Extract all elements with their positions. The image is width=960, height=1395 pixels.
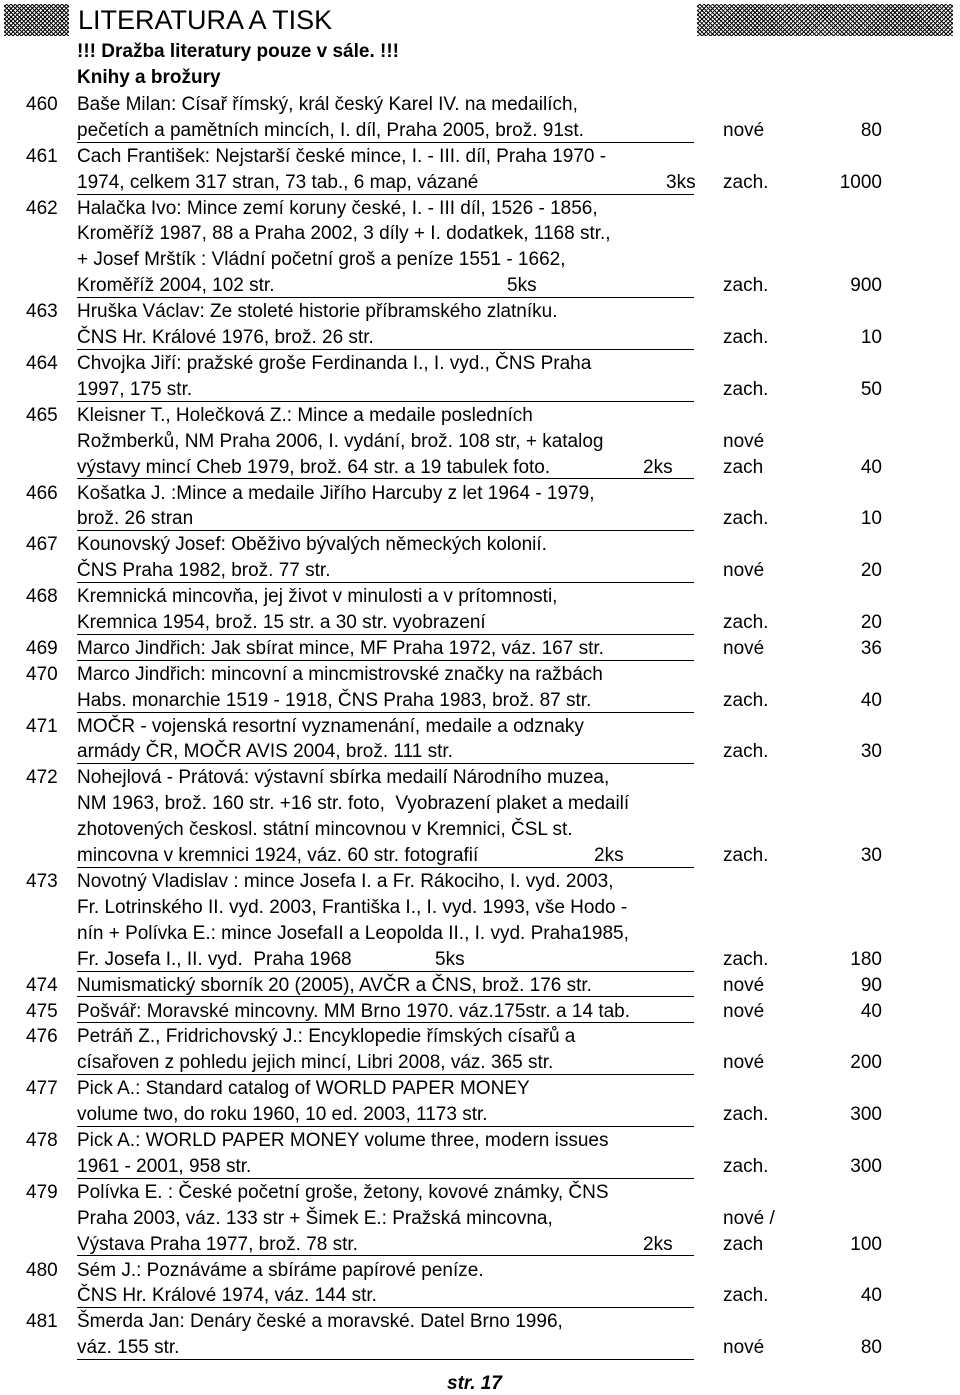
lot-underline: [77, 349, 694, 350]
lot-description-line: Marco Jindřich: mincovní a mincmistrovské značky na ražbách: [77, 663, 603, 685]
lot-description-line: císařoven z pohledu jejich mincí, Libri 2008, váz. 365 str.: [77, 1052, 554, 1074]
lot-condition: nové: [723, 1000, 765, 1022]
lot-condition: nové: [723, 974, 765, 996]
lot-underline: [77, 1255, 694, 1256]
lot-underline: [77, 1178, 694, 1179]
lot-starting-price: 20: [860, 560, 882, 582]
lot-number: 474: [26, 974, 58, 996]
lot-description-line: Kremnica 1954, brož. 15 str. a 30 str. vyobrazení: [77, 611, 486, 633]
lot-description-line: Habs. monarchie 1519 - 1918, ČNS Praha 1983, brož. 87 str.: [77, 689, 592, 711]
lot-number: 475: [26, 1000, 58, 1022]
lot-number: 465: [26, 404, 58, 426]
lot-starting-price: 90: [860, 974, 882, 996]
lot-entry: [0, 869, 960, 973]
lot-number: 460: [26, 94, 58, 115]
lot-description-line: Pick A.: WORLD PAPER MONEY volume three, modern issues: [77, 1130, 609, 1151]
lot-condition: nové: [723, 430, 765, 452]
lot-entry: [0, 999, 960, 1025]
lot-description-line: 1961 - 2001, 958 str.: [77, 1155, 252, 1177]
lot-starting-price: 50: [860, 378, 882, 400]
lot-number: 471: [26, 715, 58, 737]
lot-starting-price: 36: [860, 637, 882, 659]
lot-description-line: Pošvář: Moravské mincovny. MM Brno 1970. váz.175str. a 14 tab.: [77, 1000, 631, 1022]
lot-entry: [0, 584, 960, 636]
lot-starting-price: 10: [860, 508, 882, 530]
lot-underline: [77, 297, 694, 298]
lot-number: 481: [26, 1311, 58, 1333]
lot-description-line: Praha 2003, váz. 133 str + Šimek E.: Pražská mincovna,: [77, 1207, 553, 1229]
lot-number: 461: [26, 145, 58, 167]
lot-condition: nové /: [723, 1207, 775, 1229]
lot-condition: zach.: [723, 845, 769, 867]
lot-underline: [77, 971, 694, 972]
lot-description-line: Numismatický sborník 20 (2005), AVČR a ČNS, brož. 176 str.: [77, 974, 592, 996]
lot-description-line: Novotný Vladislav : mince Josefa I. a Fr. Rákociho, I. vyd. 2003,: [77, 871, 614, 892]
lot-number: 466: [26, 482, 58, 504]
lot-starting-price: 180: [850, 948, 882, 970]
lot-number: 472: [26, 767, 58, 789]
lot-description-line: volume two, do roku 1960, 10 ed. 2003, 1173 str.: [77, 1104, 488, 1126]
lot-condition: nové: [723, 560, 765, 582]
lot-description-line: zhotovených českosl. státní mincovnou v Kremnici, ČSL st.: [77, 819, 573, 841]
lot-condition: zach.: [723, 171, 769, 193]
lot-description-line: Chvojka Jiří: pražské groše Ferdinanda I., I. vyd., ČNS Praha: [77, 353, 592, 374]
lot-description-line: váz. 155 str.: [77, 1337, 180, 1359]
lot-entry: [0, 714, 960, 766]
lot-description-line: brož. 26 stran: [77, 508, 194, 530]
lot-description-line: Baše Milan: Císař římský, král český Karel IV. na medailích,: [77, 94, 578, 115]
lot-description-line: Hruška Václav: Ze stoleté historie příbramského zlatníku.: [77, 301, 558, 323]
lot-piece-count: 3ks: [666, 171, 696, 193]
lot-underline: [77, 1359, 694, 1360]
lot-condition: zach.: [723, 378, 769, 400]
lot-entry: [0, 144, 960, 196]
lot-entry: [0, 92, 960, 144]
auction-notice: !!! Dražba literatury pouze v sále. !!!: [77, 41, 400, 62]
lot-condition: nové: [723, 1337, 765, 1359]
lot-description-line: Polívka E. : České početní groše, žetony, kovové známky, ČNS: [77, 1181, 609, 1203]
header-hatch-left: [4, 4, 69, 36]
lot-starting-price: 900: [850, 275, 882, 297]
lot-description-line: Fr. Josefa I., II. vyd. Praha 1968: [77, 948, 352, 970]
lot-starting-price: 80: [860, 119, 882, 141]
lot-starting-price: 30: [860, 741, 882, 763]
lot-description-line: armády ČR, MOČR AVIS 2004, brož. 111 str.: [77, 741, 453, 763]
lot-starting-price: 30: [860, 845, 882, 867]
lot-starting-price: 40: [860, 456, 882, 478]
lot-underline: [77, 660, 694, 661]
lot-number: 473: [26, 871, 58, 892]
lot-piece-count: 2ks: [594, 845, 624, 867]
lot-underline: [77, 996, 694, 997]
lot-description-line: Kleisner T., Holečková Z.: Mince a medaile posledních: [77, 404, 533, 426]
lot-number: 463: [26, 301, 58, 323]
header-hatch-right: [697, 4, 953, 36]
lot-description-line: Nohejlová - Prátová: výstavní sbírka medailí Národního muzea,: [77, 767, 610, 789]
lot-underline: [77, 1126, 694, 1127]
lot-description-line: ČNS Hr. Králové 1974, váz. 144 str.: [77, 1285, 377, 1307]
lot-description-line: Kroměříž 1987, 88 a Praha 2002, 3 díly + I. dodatkek, 1168 str.,: [77, 223, 611, 245]
lot-underline: [77, 712, 694, 713]
lot-description-line: Výstava Praha 1977, brož. 78 str.: [77, 1233, 358, 1255]
lot-starting-price: 100: [850, 1233, 882, 1255]
lot-underline: [77, 478, 694, 479]
lot-condition: zach.: [723, 689, 769, 711]
lot-description-line: Kounovský Josef: Oběživo bývalých německých kolonií.: [77, 534, 547, 556]
lot-description-line: Halačka Ivo: Mince zemí koruny české, I. - III díl, 1526 - 1856,: [77, 197, 598, 219]
lot-condition: zach.: [723, 508, 769, 530]
lot-underline: [77, 763, 694, 764]
lot-piece-count: 5ks: [435, 948, 465, 970]
lot-entry: [0, 765, 960, 869]
lot-description-line: Fr. Lotrinského II. vyd. 2003, Františka I., I. vyd. 1993, vše Hodo -: [77, 896, 628, 918]
lot-condition: zach.: [723, 327, 769, 349]
lot-condition: nové: [723, 637, 765, 659]
lot-underline: [77, 634, 694, 635]
lot-entry: [0, 1309, 960, 1361]
lot-condition: zach.: [723, 1104, 769, 1126]
lot-description-line: MOČR - vojenská resortní vyznamenání, medaile a odznaky: [77, 715, 584, 737]
lot-condition: nové: [723, 1052, 765, 1074]
lot-starting-price: 40: [860, 1285, 882, 1307]
lot-description-line: nín + Polívka E.: mince JosefaII a Leopolda II., I. vyd. Praha1985,: [77, 922, 629, 944]
lot-number: 464: [26, 353, 58, 374]
lot-description-line: výstavy mincí Cheb 1979, brož. 64 str. a 19 tabulek foto.: [77, 456, 551, 478]
lot-description-line: Pick A.: Standard catalog of WORLD PAPER MONEY: [77, 1078, 530, 1100]
lot-starting-price: 40: [860, 689, 882, 711]
lot-underline: [77, 867, 694, 868]
lot-underline: [77, 1074, 694, 1075]
lot-condition: zach.: [723, 275, 769, 297]
lot-description-line: Košatka J. :Mince a medaile Jiřího Harcuby z let 1964 - 1979,: [77, 482, 595, 504]
lot-piece-count: 2ks: [643, 1233, 673, 1255]
lot-description-line: Kroměříž 2004, 102 str.: [77, 275, 275, 297]
lot-condition: nové: [723, 119, 765, 141]
lot-description-line: ČNS Praha 1982, brož. 77 str.: [77, 560, 331, 582]
lot-entry: [0, 1180, 960, 1258]
lot-number: 476: [26, 1026, 58, 1048]
lot-description-line: Petráň Z., Fridrichovský J.: Encyklopedie římských císařů a: [77, 1026, 576, 1048]
lot-description-line: Kremnická mincovňa, jej život v minulosti a v prítomnosti,: [77, 586, 558, 608]
lot-description-line: pečetích a pamětních mincích, I. díl, Praha 2005, brož. 91st.: [77, 119, 584, 141]
lot-starting-price: 20: [860, 611, 882, 633]
lot-entry: [0, 351, 960, 403]
section-title: LITERATURA A TISK: [78, 5, 333, 35]
page-number: str. 17: [447, 1373, 502, 1394]
lot-number: 479: [26, 1181, 58, 1203]
lot-description-line: ČNS Hr. Králové 1976, brož. 26 str.: [77, 327, 374, 349]
lot-entry: [0, 1076, 960, 1128]
lot-underline: [77, 194, 694, 195]
lot-entry: [0, 196, 960, 300]
lot-underline: [77, 530, 694, 531]
lot-number: 467: [26, 534, 58, 556]
lot-starting-price: 1000: [839, 171, 882, 193]
lot-description-line: 1974, celkem 317 stran, 73 tab., 6 map, vázané: [77, 171, 479, 193]
lot-piece-count: 2ks: [643, 456, 673, 478]
lot-description-line: NM 1963, brož. 160 str. +16 str. foto, Vyobrazení plaket a medailí: [77, 793, 630, 815]
lot-underline: [77, 142, 694, 143]
lot-entry: [0, 532, 960, 584]
lot-number: 468: [26, 586, 58, 608]
lot-condition: zach.: [723, 1285, 769, 1307]
lot-entry: [0, 1024, 960, 1076]
lot-starting-price: 80: [860, 1337, 882, 1359]
lot-description-line: Sém J.: Poznáváme a sbíráme papírové peníze.: [77, 1259, 484, 1281]
lot-description-line: Cach František: Nejstarší české mince, I. - III. díl, Praha 1970 -: [77, 145, 607, 167]
lot-underline: [77, 1022, 694, 1023]
lot-description-line: mincovna v kremnici 1924, váz. 60 str. fotografií: [77, 845, 479, 867]
lot-description-line: Rožmberků, NM Praha 2006, I. vydání, brož. 108 str, + katalog: [77, 430, 604, 452]
category-heading: Knihy a brožury: [77, 67, 221, 88]
lot-entry: [0, 662, 960, 714]
lot-description-line: + Josef Mrštík : Vládní početní groš a peníze 1551 - 1662,: [77, 249, 566, 271]
lot-piece-count: 5ks: [507, 275, 537, 297]
lot-number: 480: [26, 1259, 58, 1281]
lot-condition: zach: [723, 456, 764, 478]
lot-entry: [0, 403, 960, 481]
lot-condition: zach.: [723, 611, 769, 633]
lot-condition: zach: [723, 1233, 764, 1255]
lot-condition: zach.: [723, 1155, 769, 1177]
lot-underline: [77, 1307, 694, 1308]
lot-number: 462: [26, 197, 58, 219]
lot-description-line: Marco Jindřich: Jak sbírat mince, MF Praha 1972, váz. 167 str.: [77, 637, 604, 659]
lot-starting-price: 10: [860, 327, 882, 349]
lot-description-line: 1997, 175 str.: [77, 378, 193, 400]
lot-entry: [0, 1258, 960, 1310]
lot-entry: [0, 973, 960, 999]
lot-entry: [0, 481, 960, 533]
lot-number: 470: [26, 663, 58, 685]
lot-entry: [0, 299, 960, 351]
lot-starting-price: 40: [860, 1000, 882, 1022]
lot-entry: [0, 636, 960, 662]
lot-underline: [77, 401, 694, 402]
lot-starting-price: 300: [850, 1155, 882, 1177]
lot-number: 469: [26, 637, 58, 659]
lot-entry: [0, 1128, 960, 1180]
lot-number: 477: [26, 1078, 58, 1100]
lot-condition: zach.: [723, 948, 769, 970]
lot-condition: zach.: [723, 741, 769, 763]
lot-starting-price: 200: [850, 1052, 882, 1074]
lot-underline: [77, 582, 694, 583]
lot-description-line: Šmerda Jan: Denáry české a moravské. Datel Brno 1996,: [77, 1311, 563, 1333]
lot-starting-price: 300: [850, 1104, 882, 1126]
lot-number: 478: [26, 1130, 58, 1151]
